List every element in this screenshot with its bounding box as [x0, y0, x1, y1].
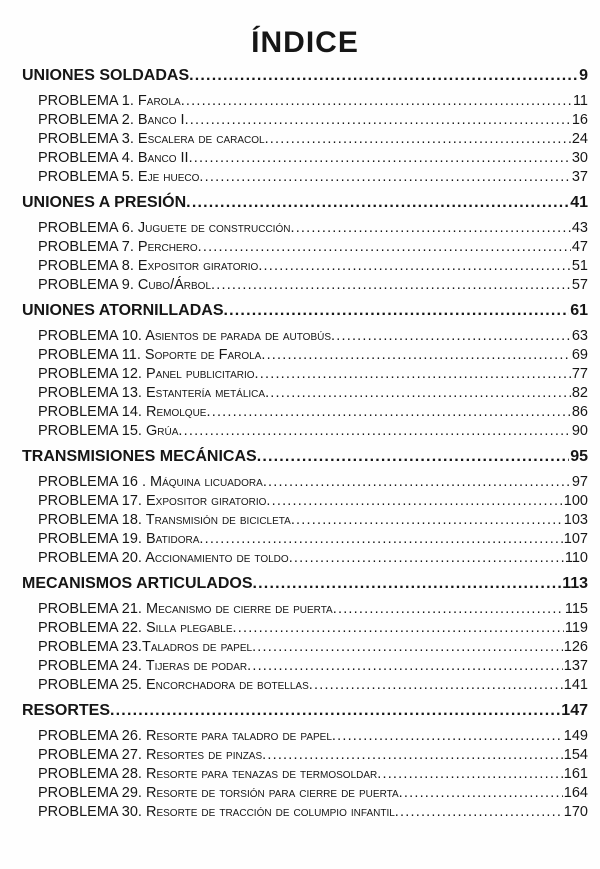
dot-leader: [258, 257, 571, 276]
toc-entry-label: PROBLEMA 30. Resorte de tracción de columpio infantil: [38, 804, 395, 820]
dot-leader: [263, 473, 571, 492]
page-number: 149: [563, 728, 588, 744]
toc-entry-label: PROBLEMA 27. Resortes de pinzas: [38, 747, 263, 763]
dot-leader: [289, 549, 564, 568]
toc-entry-label: PROBLEMA 6. Juguete de construcción: [38, 220, 291, 236]
toc-entry: [22, 130, 588, 149]
page-number: 30: [571, 150, 588, 166]
toc-entry: [22, 530, 588, 549]
dot-leader: [199, 168, 570, 187]
dot-leader: [257, 447, 570, 467]
page-number: 86: [571, 404, 588, 420]
toc-section-title: UNIONES SOLDADAS: [22, 67, 190, 84]
dot-leader: [309, 676, 563, 695]
toc-entry: [22, 784, 588, 803]
toc-entry-label: PROBLEMA 25. Encorchadora de botellas: [38, 677, 309, 693]
toc-entry-label: PROBLEMA 17. Expositor giratorio: [38, 493, 267, 509]
page-number: 41: [570, 194, 588, 211]
toc-entry-label: PROBLEMA 28. Resorte para tenazas de termosoldar: [38, 766, 378, 782]
dot-leader: [395, 803, 563, 822]
page-number: 57: [571, 277, 588, 293]
toc-entry-label: PROBLEMA 21. Mecanismo de cierre de puerta: [38, 601, 333, 617]
toc-section-title: TRANSMISIONES MECÁNICAS: [22, 448, 257, 465]
dot-leader: [265, 130, 571, 149]
page-number: 43: [571, 220, 588, 236]
page-number: 61: [570, 302, 588, 319]
page-number: 119: [564, 620, 588, 636]
toc-entry: [22, 746, 588, 765]
page-number: 97: [571, 474, 588, 490]
dot-leader: [252, 638, 563, 657]
page-number: 51: [571, 258, 588, 274]
page-number: 82: [571, 385, 588, 401]
dot-leader: [189, 149, 571, 168]
page-number: 170: [563, 804, 588, 820]
page-number: 16: [571, 112, 588, 128]
toc-entry: [22, 238, 588, 257]
page-number: 115: [564, 601, 588, 617]
dot-leader: [247, 657, 563, 676]
page-number: 103: [563, 512, 588, 528]
toc-entry: [22, 365, 588, 384]
toc-entry: [22, 384, 588, 403]
dot-leader: [199, 530, 562, 549]
toc-entry-label: PROBLEMA 18. Transmisión de bicicleta: [38, 512, 291, 528]
toc-entry-label: PROBLEMA 9. Cubo/Árbol: [38, 277, 212, 293]
toc-entry-label: PROBLEMA 1. Farola: [38, 93, 181, 109]
dot-leader: [332, 727, 563, 746]
dot-leader: [211, 276, 571, 295]
dot-leader: [223, 301, 569, 321]
toc-entry: [22, 257, 588, 276]
dot-leader: [253, 574, 562, 594]
toc-entry-label: PROBLEMA 22. Silla plegable: [38, 620, 233, 636]
page-number: 37: [571, 169, 588, 185]
page-number: 161: [563, 766, 588, 782]
toc-entry-label: PROBLEMA 14. Remolque: [38, 404, 207, 420]
dot-leader: [291, 511, 563, 530]
page-number: 11: [572, 93, 588, 109]
toc-entry: [22, 676, 588, 695]
dot-leader: [261, 346, 571, 365]
toc-entry-label: PROBLEMA 26. Resorte para taladro de papel: [38, 728, 332, 744]
toc-entry: [22, 492, 588, 511]
page-number: 63: [571, 328, 588, 344]
dot-leader: [266, 492, 562, 511]
dot-leader: [181, 92, 572, 111]
toc-section-heading: [22, 574, 588, 594]
toc-entry: [22, 549, 588, 568]
toc-entry: [22, 765, 588, 784]
toc-entry-label: PROBLEMA 5. Eje hueco: [38, 169, 200, 185]
page-number: 126: [563, 639, 588, 655]
toc-section-title: UNIONES A PRESIÓN: [22, 194, 187, 211]
dot-leader: [110, 701, 560, 721]
toc-entry: [22, 276, 588, 295]
toc-entry-label: PROBLEMA 11. Soporte de Farola: [38, 347, 262, 363]
toc-section-title: MECANISMOS ARTICULADOS: [22, 575, 253, 592]
toc-section-heading: [22, 447, 588, 467]
toc-entry: [22, 327, 588, 346]
toc-entry: [22, 92, 588, 111]
toc-entry-label: PROBLEMA 2. Banco I: [38, 112, 185, 128]
page-number: 147: [561, 702, 588, 719]
toc-entry: [22, 111, 588, 130]
toc-entry-label: PROBLEMA 29. Resorte de torsión para cierre de puerta: [38, 785, 399, 801]
toc-entry-label: PROBLEMA 15. Grúa: [38, 423, 179, 439]
page-number: 110: [564, 550, 588, 566]
toc-entry: [22, 168, 588, 187]
toc-entry-label: PROBLEMA 20. Accionamiento de toldo: [38, 550, 289, 566]
dot-leader: [333, 600, 564, 619]
page-number: 24: [571, 131, 588, 147]
toc-entry: [22, 727, 588, 746]
toc-entry: [22, 511, 588, 530]
page-number: 69: [571, 347, 588, 363]
dot-leader: [189, 66, 578, 86]
toc-entry-label: PROBLEMA 16 . Máquina licuadora: [38, 474, 263, 490]
dot-leader: [262, 746, 563, 765]
toc-entry-label: PROBLEMA 7. Perchero: [38, 239, 198, 255]
dot-leader: [198, 238, 571, 257]
page-number: 77: [571, 366, 588, 382]
page-number: 107: [563, 531, 588, 547]
page-number: 164: [563, 785, 588, 801]
dot-leader: [331, 327, 571, 346]
page-number: 100: [563, 493, 588, 509]
toc-entry-label: PROBLEMA 23.Taladros de papel: [38, 639, 253, 655]
page-number: 154: [563, 747, 588, 763]
toc-entry-label: PROBLEMA 10. Asientos de parada de autobús: [38, 328, 332, 344]
dot-leader: [186, 193, 569, 213]
dot-leader: [255, 365, 571, 384]
toc-section-heading: [22, 301, 588, 321]
toc-entry: [22, 619, 588, 638]
dot-leader: [290, 219, 570, 238]
toc-section-title: UNIONES ATORNILLADAS: [22, 302, 224, 319]
toc-entry: [22, 638, 588, 657]
toc-entry: [22, 422, 588, 441]
dot-leader: [233, 619, 564, 638]
toc-entry: [22, 403, 588, 422]
dot-leader: [399, 784, 563, 803]
toc-entry-label: PROBLEMA 3. Escalera de caracol: [38, 131, 265, 147]
toc-entry-label: PROBLEMA 8. Expositor giratorio: [38, 258, 259, 274]
toc-section-heading: [22, 701, 588, 721]
page-number: 113: [562, 575, 588, 592]
toc-section-title: RESORTES: [22, 702, 111, 719]
page-title: ÍNDICE: [251, 26, 359, 59]
dot-leader: [185, 111, 571, 130]
page-number: 90: [571, 423, 588, 439]
page-number: 9: [579, 67, 588, 84]
toc-entry-label: PROBLEMA 24. Tijeras de podar: [38, 658, 248, 674]
page-number: 137: [563, 658, 588, 674]
toc-entry: [22, 473, 588, 492]
dot-leader: [265, 384, 571, 403]
toc-entry: [22, 803, 588, 822]
toc-entry-label: PROBLEMA 4. Banco II: [38, 150, 189, 166]
toc-section-heading: [22, 66, 588, 86]
page-number: 95: [570, 448, 588, 465]
page-number: 141: [563, 677, 588, 693]
dot-leader: [377, 765, 563, 784]
toc-entry-label: PROBLEMA 13. Estantería metálica: [38, 385, 266, 401]
dot-leader: [206, 403, 570, 422]
toc-entry: [22, 219, 588, 238]
toc-entry-label: PROBLEMA 12. Panel publicitario: [38, 366, 255, 382]
page-number: 47: [571, 239, 588, 255]
toc-entry: [22, 149, 588, 168]
toc-entry: [22, 346, 588, 365]
toc-entry: [22, 657, 588, 676]
toc-entry: [22, 600, 588, 619]
toc-entry-label: PROBLEMA 19. Batidora: [38, 531, 200, 547]
dot-leader: [178, 422, 570, 441]
toc-section-heading: [22, 193, 588, 213]
